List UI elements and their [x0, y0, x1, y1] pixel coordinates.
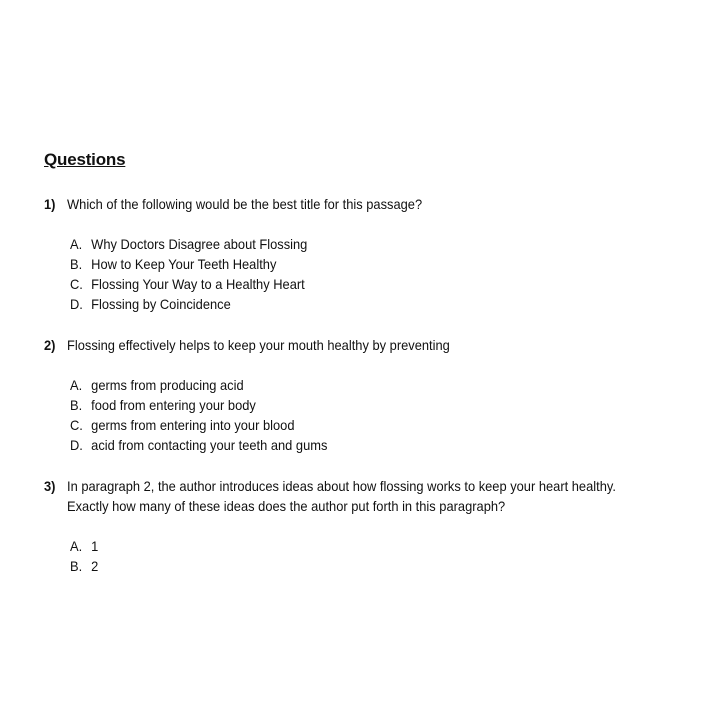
question-text: Flossing effectively helps to keep your mouth healthy by preventing: [67, 337, 450, 353]
option-d: [70, 294, 307, 314]
option-text: germs from producing acid: [91, 377, 244, 393]
option-c: [70, 274, 307, 294]
option-a: [70, 536, 98, 556]
question-number: 1): [44, 196, 56, 212]
question-1-options: [70, 234, 307, 314]
question-number: 3): [44, 478, 56, 494]
option-text: 1: [91, 538, 99, 554]
option-c: [70, 415, 327, 435]
option-letter: D.: [70, 437, 83, 453]
option-text: acid from contacting your teeth and gums: [91, 437, 328, 453]
question-1: [44, 194, 633, 214]
questions-heading: Questions: [44, 150, 126, 169]
option-letter: C.: [70, 276, 83, 292]
crop-edge: [0, 580, 720, 720]
question-text: Which of the following would be the best title for this passage?: [67, 196, 423, 212]
question-text-line-2: Exactly how many of these ideas does the author put forth in this paragraph?: [67, 498, 506, 514]
option-letter: B.: [70, 397, 83, 413]
option-text: How to Keep Your Teeth Healthy: [91, 256, 277, 272]
question-number: 2): [44, 337, 56, 353]
option-text: germs from entering into your blood: [91, 417, 295, 433]
option-b: [70, 254, 307, 274]
question-3: [44, 476, 633, 516]
option-text: Flossing Your Way to a Healthy Heart: [91, 276, 305, 292]
option-b: [70, 395, 327, 415]
question-text-line-1: In paragraph 2, the author introduces ideas about how flossing works to keep your heart healthy.: [67, 478, 616, 494]
option-b: [70, 556, 98, 576]
question-2-options: [70, 375, 327, 455]
option-letter: B.: [70, 558, 83, 574]
option-text: food from entering your body: [91, 397, 256, 413]
option-a: [70, 375, 327, 395]
option-text: Flossing by Coincidence: [91, 296, 231, 312]
question-2: [44, 335, 633, 355]
option-letter: A.: [70, 377, 83, 393]
option-letter: A.: [70, 236, 83, 252]
option-letter: B.: [70, 256, 83, 272]
option-d: [70, 435, 327, 455]
option-letter: C.: [70, 417, 83, 433]
option-letter: D.: [70, 296, 83, 312]
option-text: 2: [91, 558, 99, 574]
option-a: [70, 234, 307, 254]
option-text: Why Doctors Disagree about Flossing: [91, 236, 308, 252]
option-letter: A.: [70, 538, 83, 554]
